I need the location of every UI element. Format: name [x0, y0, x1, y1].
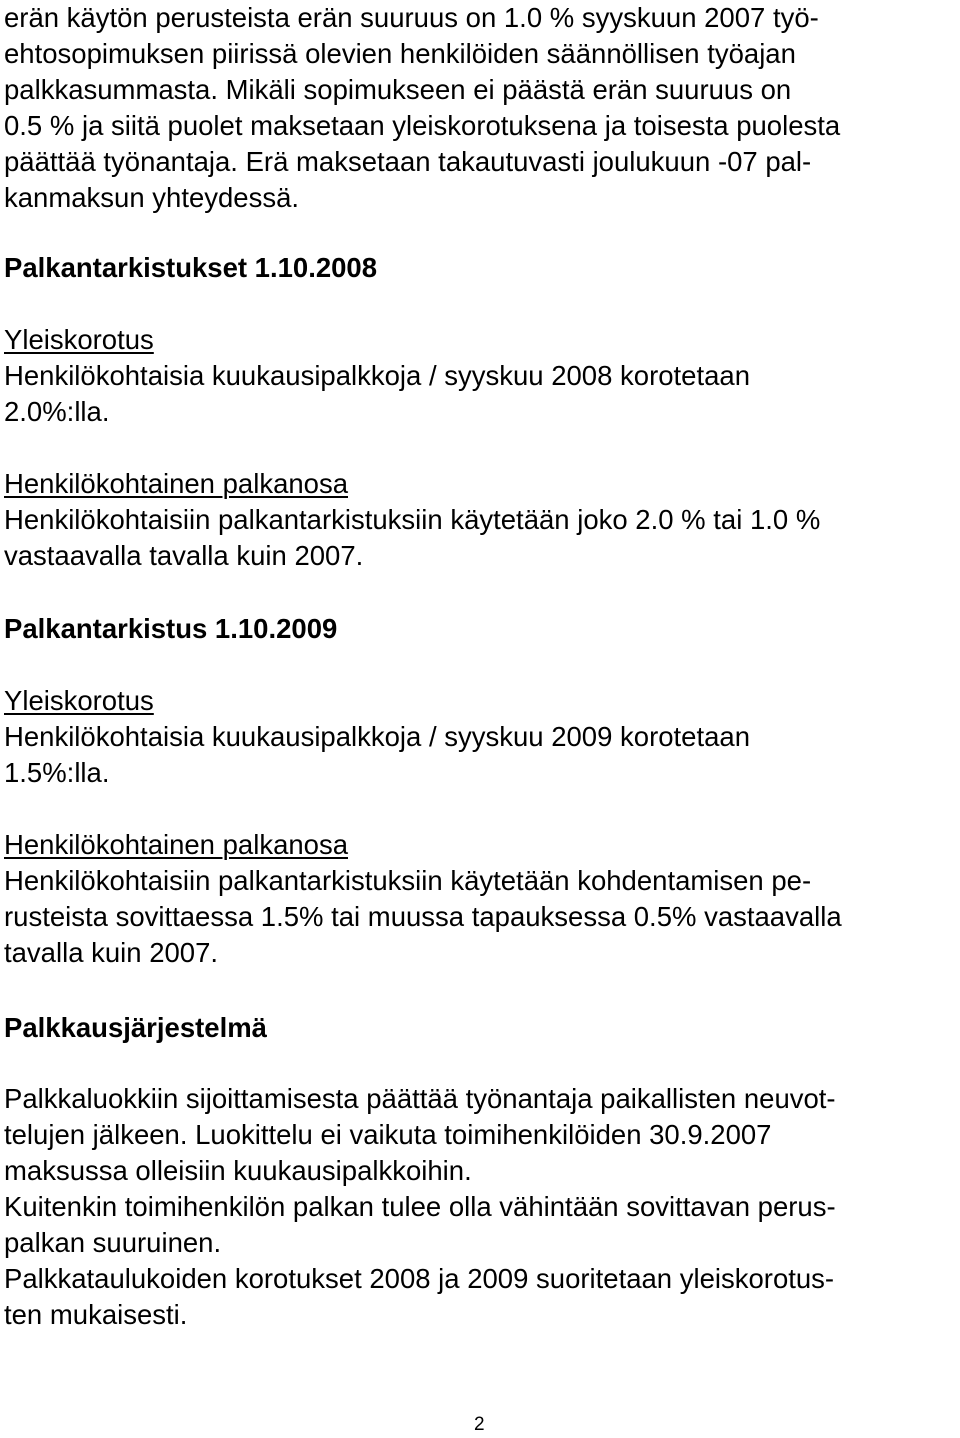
paragraph-line: päättää työnantaja. Erä maksetaan takautuvasti joulukuun -07 pal- [4, 146, 812, 177]
section-heading: Palkkausjärjestelmä [4, 1012, 267, 1043]
paragraph-line: 0.5 % ja siitä puolet maksetaan yleiskorotuksena ja toisesta puolesta [4, 110, 841, 141]
paragraph-line: erän käytön perusteista erän suuruus on 1.0 % syyskuun 2007 työ- [4, 2, 819, 33]
subsection-title: Henkilökohtainen palkanosa [4, 468, 348, 499]
subsection-title: Yleiskorotus [4, 324, 154, 355]
paragraph-line: tavalla kuin 2007. [4, 937, 219, 968]
paragraph-line: Palkkataulukoiden korotukset 2008 ja 2009 suoritetaan yleiskorotus- [4, 1263, 835, 1294]
paragraph-line: palkkasummasta. Mikäli sopimukseen ei päästä erän suuruus on [4, 74, 792, 105]
paragraph-line: ten mukaisesti. [4, 1299, 188, 1330]
subsection-title: Henkilökohtainen palkanosa [4, 829, 348, 860]
subsection-title: Yleiskorotus [4, 685, 154, 716]
paragraph-line: 2.0%:lla. [4, 396, 110, 427]
paragraph-line: rusteista sovittaessa 1.5% tai muussa tapauksessa 0.5% vastaavalla [4, 901, 842, 932]
paragraph-line: palkan suuruinen. [4, 1227, 222, 1258]
section-heading: Palkantarkistus 1.10.2009 [4, 613, 338, 644]
paragraph-line: Henkilökohtaisia kuukausipalkkoja / syyskuu 2009 korotetaan [4, 721, 750, 752]
paragraph-line: Kuitenkin toimihenkilön palkan tulee olla vähintään sovittavan perus- [4, 1191, 836, 1222]
paragraph-line: Palkkaluokkiin sijoittamisesta päättää työnantaja paikallisten neuvot- [4, 1083, 836, 1114]
paragraph-line: Henkilökohtaisia kuukausipalkkoja / syyskuu 2008 korotetaan [4, 360, 750, 391]
section-heading: Palkantarkistukset 1.10.2008 [4, 252, 378, 283]
paragraph-line: 1.5%:lla. [4, 757, 110, 788]
paragraph-line: vastaavalla tavalla kuin 2007. [4, 540, 364, 571]
paragraph-line: kanmaksun yhteydessä. [4, 182, 300, 213]
paragraph-line: Henkilökohtaisiin palkantarkistuksiin käytetään kohdentamisen pe- [4, 865, 812, 896]
paragraph-line: Henkilökohtaisiin palkantarkistuksiin käytetään joko 2.0 % tai 1.0 % [4, 504, 821, 535]
page-number: 2 [474, 1414, 485, 1435]
paragraph-line: maksussa olleisiin kuukausipalkkoihin. [4, 1155, 472, 1186]
paragraph-line: ehtosopimuksen piirissä olevien henkilöiden säännöllisen työajan [4, 38, 796, 69]
paragraph-line: telujen jälkeen. Luokittelu ei vaikuta toimihenkilöiden 30.9.2007 [4, 1119, 772, 1150]
